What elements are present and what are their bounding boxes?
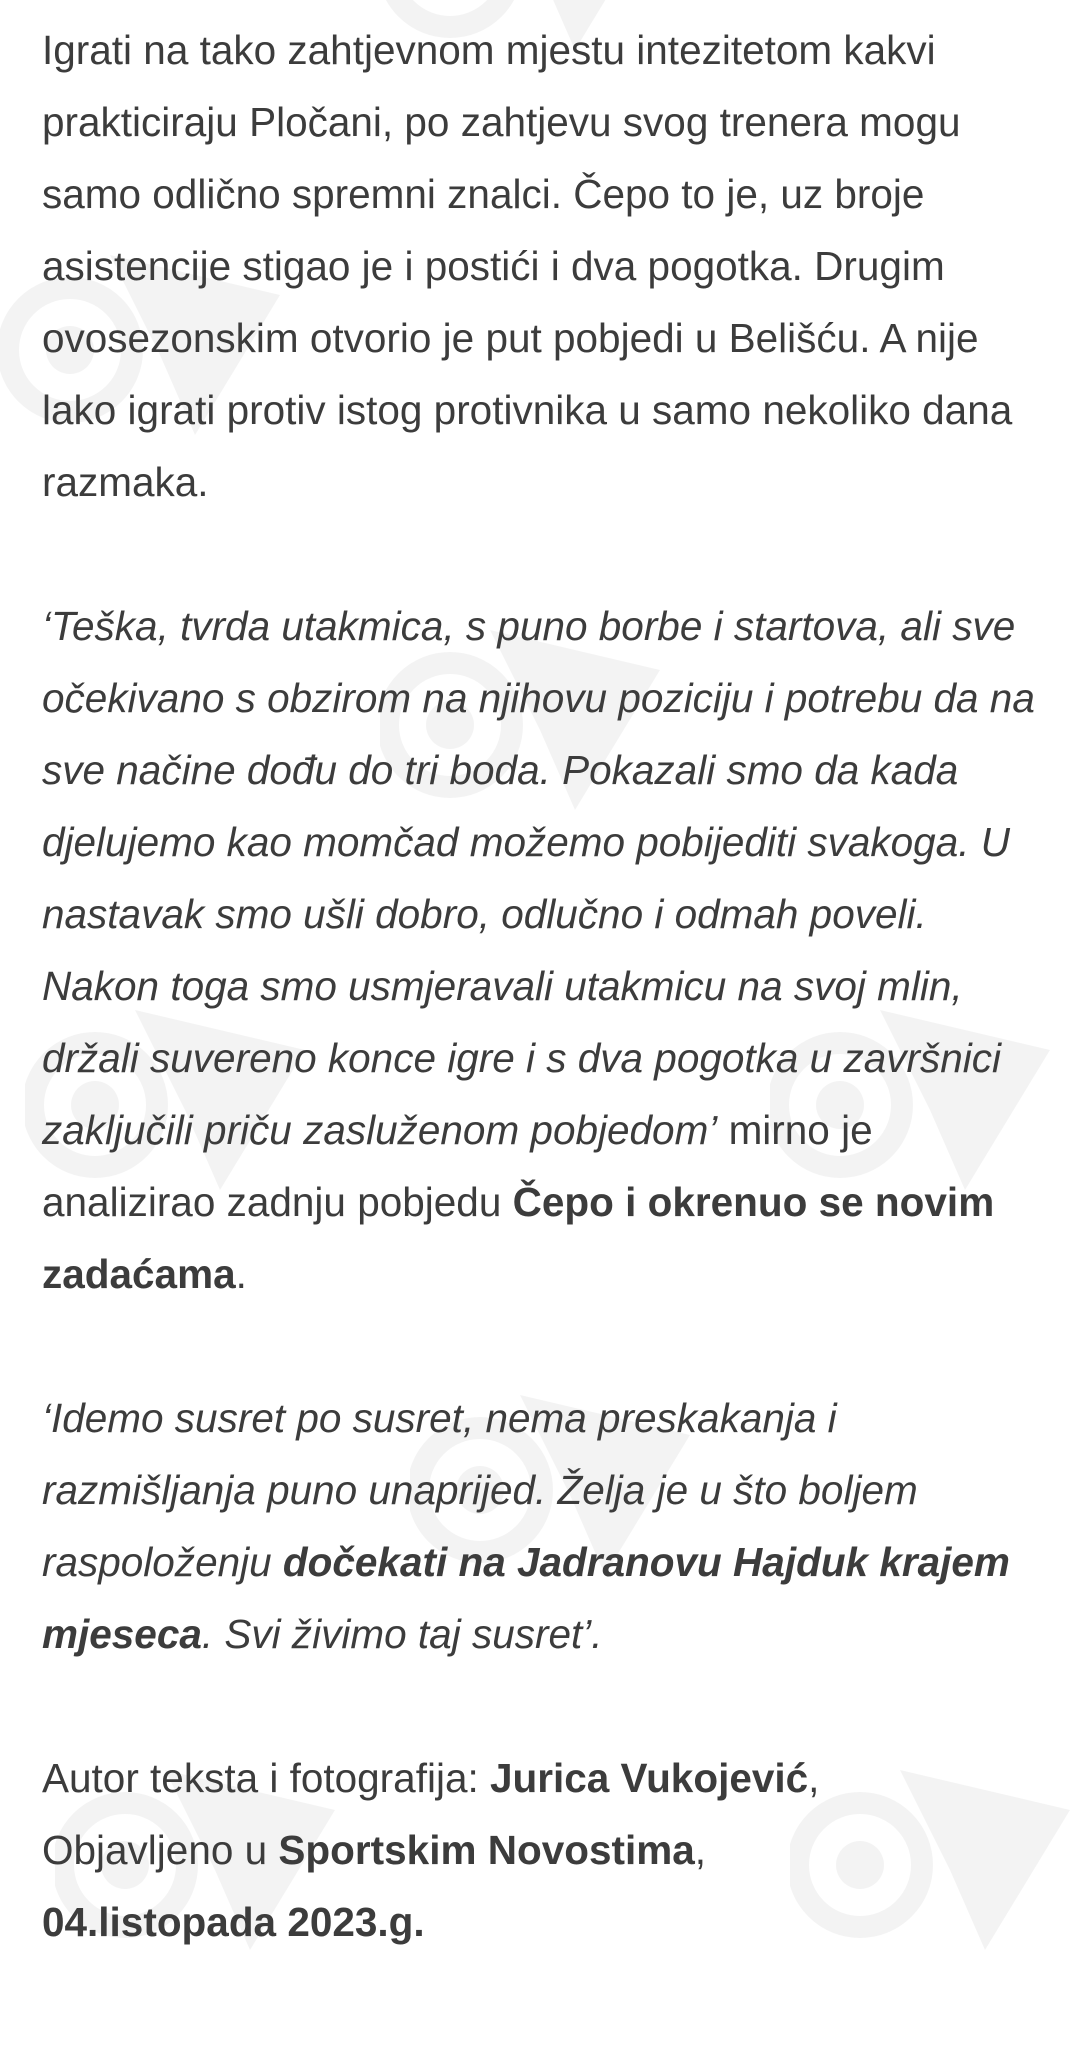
author-name: Jurica Vukojević <box>489 1755 809 1801</box>
bold-highlight: dočekati na Jadranovu Hajduk krajem mjeseca <box>42 1539 1010 1657</box>
author-label: Autor teksta i fotografija: <box>42 1755 490 1801</box>
bold-highlight: Čepo i okrenuo se novim zadaćama <box>42 1179 995 1297</box>
separator: , <box>808 1755 820 1801</box>
publication-name: Sportskim Novostima <box>278 1827 695 1873</box>
coach-quote-end: . Svi živimo taj susret’. <box>201 1611 603 1657</box>
punctuation: . <box>235 1251 247 1297</box>
coach-quote: ‘Teška, tvrda utakmica, s puno borbe i startova, ali sve očekivano s obzirom na njihovu poziciju i potrebu da na sve načine dođu do tri boda. Pokazali smo da kada djelujemo kao momčad možemo pobijediti svakoga. U nastavak smo ušli dobro, odlučno i odmah poveli. Nakon toga smo usmjeravali utakmicu na svoj mlin, držali suvereno konce igre i s dva pogotka u završnici zaključili priču zasluženom pobjedom’ <box>42 603 1035 1153</box>
article-paragraph-quote <box>42 590 1052 1310</box>
quote-attribution-text: mirno je analizirao zadnju pobjedu <box>42 1107 873 1225</box>
publication-date: 04.listopada 2023.g. <box>42 1899 425 1945</box>
coach-quote: ‘Idemo susret po susret, nema preskakanja i razmišljanja puno unaprijed. Želja je u što boljem raspoloženju <box>42 1395 918 1585</box>
article-paragraph <box>42 14 1052 518</box>
paragraph-text: Igrati na tako zahtjevnom mjestu intezitetom kakvi prakticiraju Pločani, po zahtjevu svog trenera mogu samo odlično spremni znalci. Čepo to je, uz broje asistencije stigao je i postići i dva pogotka. Drugim ovosezonskim otvorio je put pobjedi u Belišću. A nije lako igrati protiv istog protivnika u samo nekoliko dana razmaka. <box>42 27 1013 505</box>
article-body <box>42 14 1052 1958</box>
published-label: Objavljeno u <box>42 1827 279 1873</box>
article-paragraph-quote <box>42 1382 1052 1670</box>
article-credits <box>42 1742 1052 1958</box>
separator: , <box>694 1827 707 1873</box>
